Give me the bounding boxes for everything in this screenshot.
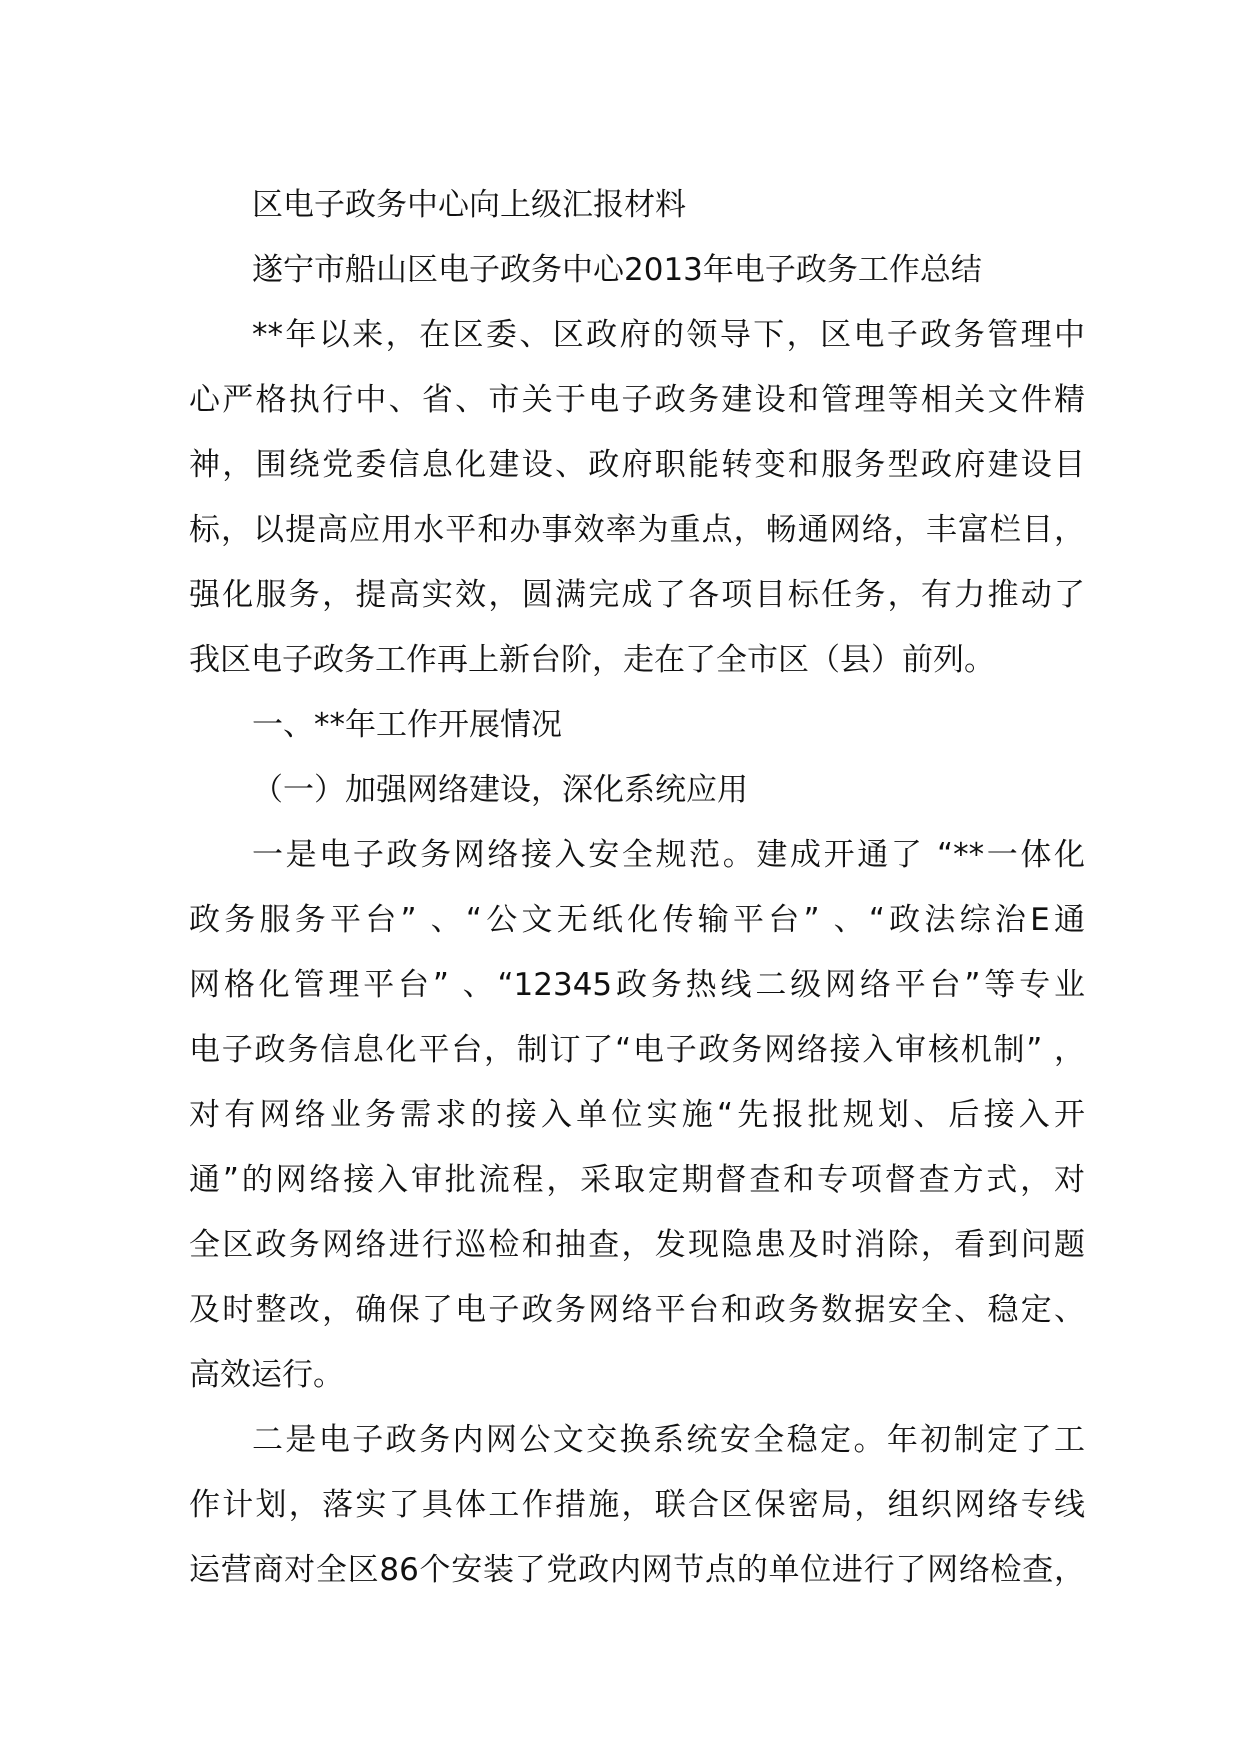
section-heading: 一、**年工作开展情况 bbox=[252, 707, 562, 743]
intro-line: 我区电子政务工作再上新台阶，走在了全市区（县）前列。 bbox=[189, 642, 995, 678]
intro-line: 心严格执行中、省、市关于电子政务建设和管理等相关文件精 bbox=[189, 382, 1085, 418]
subsection-heading: （一）加强网络建设，深化系统应用 bbox=[252, 772, 748, 808]
paragraph-line: 网格化管理平台” 、“12345政务热线二级网络平台”等专业 bbox=[189, 967, 1085, 1003]
intro-line: 神，围绕党委信息化建设、政府职能转变和服务型政府建设目 bbox=[189, 447, 1085, 483]
document-title: 区电子政务中心向上级汇报材料 bbox=[252, 187, 686, 223]
paragraph-line: 一是电子政务网络接入安全规范。建成开通了 “**一体化 bbox=[252, 837, 1085, 873]
paragraph-line: 高效运行。 bbox=[189, 1357, 344, 1393]
paragraph-line: 二是电子政务内网公文交换系统安全稳定。年初制定了工 bbox=[252, 1422, 1085, 1458]
paragraph-line: 通”的网络接入审批流程，采取定期督查和专项督查方式，对 bbox=[189, 1162, 1085, 1198]
intro-line: 标，以提高应用水平和办事效率为重点，畅通网络，丰富栏目， bbox=[189, 512, 1085, 548]
intro-line: **年以来，在区委、区政府的领导下，区电子政务管理中 bbox=[252, 317, 1085, 353]
intro-line: 强化服务，提高实效，圆满完成了各项目标任务，有力推动了 bbox=[189, 577, 1085, 613]
paragraph-line: 电子政务信息化平台，制订了“电子政务网络接入审核机制” ， bbox=[189, 1032, 1085, 1068]
document-body bbox=[189, 173, 1085, 1603]
paragraph-line: 对有网络业务需求的接入单位实施“先报批规划、后接入开 bbox=[189, 1097, 1085, 1133]
paragraph-line: 作计划，落实了具体工作措施，联合区保密局，组织网络专线 bbox=[189, 1487, 1085, 1523]
paragraph-line: 运营商对全区86个安装了党政内网节点的单位进行了网络检查， bbox=[189, 1552, 1085, 1588]
paragraph-line: 及时整改，确保了电子政务网络平台和政务数据安全、稳定、 bbox=[189, 1292, 1085, 1328]
paragraph-line: 全区政务网络进行巡检和抽查，发现隐患及时消除，看到问题 bbox=[189, 1227, 1085, 1263]
document-subtitle: 遂宁市船山区电子政务中心2013年电子政务工作总结 bbox=[252, 252, 982, 288]
paragraph-line: 政务服务平台” 、“公文无纸化传输平台” 、“政法综治E通 bbox=[189, 902, 1085, 938]
